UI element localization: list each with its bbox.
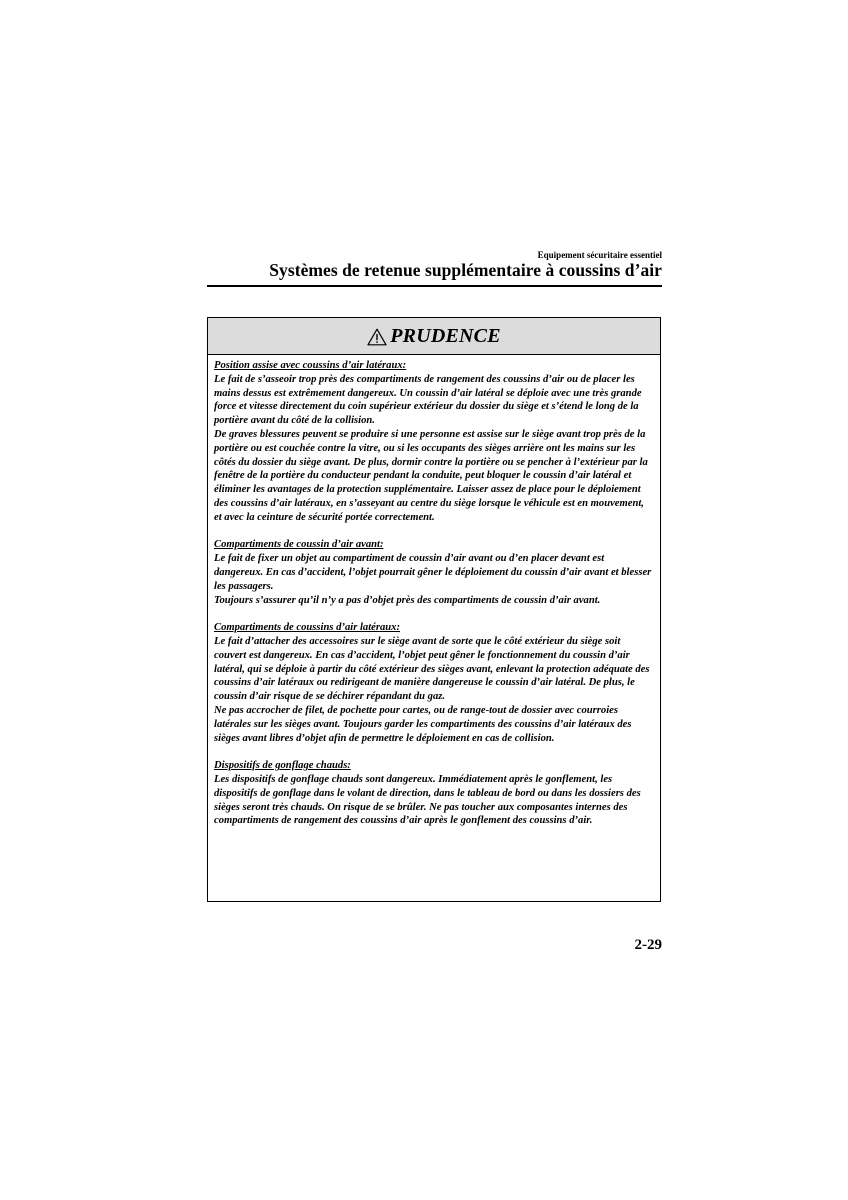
caution-item-paragraph: Le fait de fixer un objet au compartiment de coussin d’air avant ou d’en placer devant est dangereux. En cas d’accident, l’objet pourrait gêner le déploiement du coussin d’air avant et blesser les passagers.: [214, 553, 652, 592]
warning-triangle-icon: [367, 328, 387, 346]
caution-header: [208, 318, 660, 355]
caution-item-front-airbag-compartments: [214, 538, 654, 607]
caution-item-side-airbag-compartments: [214, 621, 654, 745]
caution-body: [208, 355, 660, 828]
caution-title: PRUDENCE: [390, 324, 501, 347]
caution-item-heading: Compartiments de coussins d’air latéraux:: [214, 622, 401, 634]
caution-item-paragraph: De graves blessures peuvent se produire si une personne est assise sur le siège avant trop près de la portière ou est couchée contre la vitre, ou si les occupants des sièges arrière ont les mains sur les côtés du dossier du siège avant. De plus, dormir contre la portière ou se pencher à l’extérieur par la fenêtre de la portière du conducteur pendant la conduite, peut bloquer le coussin d’air latéral et éliminer les avantages de la protection supplémentaire. Laisser assez de place pour le déploiement des coussins d’air latéraux, en s’asseyant au centre du siège lorsque le véhicule est en mouvement, et avec la ceinture de sécurité portée correctement.: [214, 428, 648, 523]
caution-box: [207, 317, 661, 902]
page-number: 2-29: [634, 937, 662, 953]
caution-item-paragraph: Les dispositifs de gonflage chauds sont dangereux. Immédiatement après le gonflement, les dispositifs de gonflage dans le volant de direction, dans le tableau de bord ou dans les dossiers des sièges seront très chauds. On risque de se brûler. Ne pas toucher aux composantes internes des compartiments de rangement des coussins d’air après le gonflement des coussins d’air.: [214, 773, 641, 827]
caution-item-side-airbag-seating: [214, 359, 654, 525]
caution-item-heading: Compartiments de coussin d’air avant:: [214, 539, 384, 551]
caution-item-paragraph: Ne pas accrocher de filet, de pochette pour cartes, ou de range-tout de dossier avec courroies latérales sur les sièges avant. Toujours garder les compartiments des coussins d’air latéraux des sièges avant libres d’objet afin de permettre le déploiement en cas de collision.: [214, 704, 632, 744]
caution-item-paragraph: Toujours s’assurer qu’il n’y a pas d’objet près des compartiments de coussin d’air avant.: [214, 594, 601, 606]
caution-item-heading: Dispositifs de gonflage chauds:: [214, 760, 351, 772]
section-label: Equipement sécuritaire essentiel: [537, 250, 662, 260]
title-divider: [207, 285, 662, 287]
caution-item-hot-inflators: [214, 759, 654, 828]
caution-item-heading: Position assise avec coussins d’air latéraux:: [214, 360, 407, 371]
caution-item-paragraph: Le fait de s’asseoir trop près des compartiments de rangement des coussins d’air ou de placer les mains dessus est extrêmement dangereux. Un coussin d’air latéral se déploie avec une très grande force et vitesse directement du coin supérieur extérieur du dossier du siège et s’étend le long de la portière avant du côté de la collision.: [214, 373, 642, 427]
page-title: Systèmes de retenue supplémentaire à coussins d’air: [269, 260, 662, 280]
caution-item-paragraph: Le fait d’attacher des accessoires sur le siège avant de sorte que le côté extérieur du siège soit couvert est dangereux. En cas d’accident, l’objet peut gêner le fonctionnement du coussin d’air latéral, qui se déploie à partir du côté extérieur des sièges avant, enlevant la protection adéquate des coussins d’air latéraux ou redirigeant de manière dangereuse le coussin d’air latéral. De plus, le coussin d’air risque de se déchirer répandant du gaz.: [214, 635, 650, 703]
